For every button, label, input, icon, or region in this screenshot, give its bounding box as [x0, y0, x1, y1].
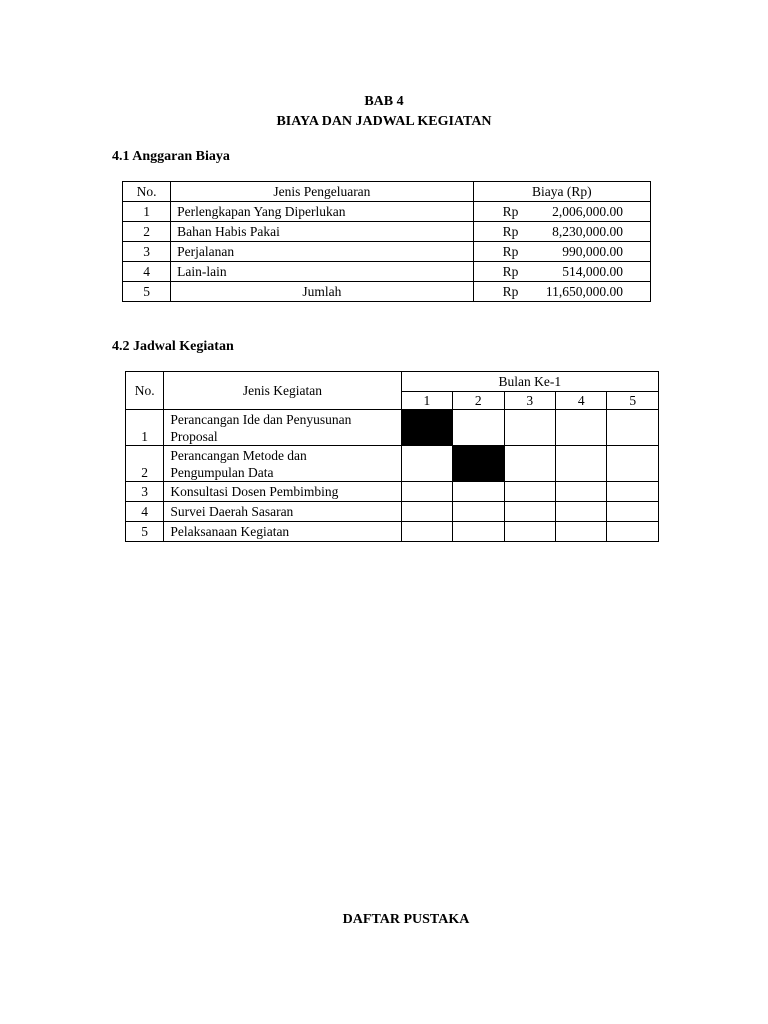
schedule-cell [453, 410, 504, 446]
budget-row-no: 1 [123, 202, 171, 222]
budget-row-item: Perlengkapan Yang Diperlukan [171, 202, 473, 222]
schedule-col-activity: Jenis Kegiatan [164, 372, 401, 410]
budget-row [123, 222, 651, 242]
schedule-cell [401, 482, 452, 502]
budget-total-cost [473, 282, 650, 302]
schedule-section-heading: 4.2 Jadwal Kegiatan [112, 339, 234, 354]
budget-total-label: Jumlah [171, 282, 473, 302]
budget-row-no: 2 [123, 222, 171, 242]
budget-row-cost [473, 262, 650, 282]
schedule-cell [401, 502, 452, 522]
chapter-number: BAB 4 [364, 94, 404, 109]
schedule-cell [504, 410, 555, 446]
budget-row-amount: 8,230,000.00 [552, 224, 623, 239]
activity-line: Proposal [170, 428, 218, 444]
activity-line: Perancangan Metode dan [170, 447, 307, 463]
schedule-row [126, 522, 659, 542]
schedule-table [125, 371, 659, 542]
schedule-month-header: 1 [401, 392, 452, 410]
budget-row-item: Bahan Habis Pakai [171, 222, 473, 242]
budget-row-no: 3 [123, 242, 171, 262]
currency-label: Rp [502, 264, 519, 279]
schedule-row-no: 2 [126, 446, 164, 482]
activity-line: Pengumpulan Data [170, 464, 274, 480]
bibliography-heading: DAFTAR PUSTAKA [342, 912, 470, 927]
budget-row-amount: 514,000.00 [562, 264, 623, 279]
schedule-row-activity [164, 410, 401, 446]
budget-col-no: No. [123, 182, 171, 202]
schedule-month-header: 3 [504, 392, 555, 410]
schedule-cell [607, 410, 659, 446]
schedule-row-no: 1 [126, 410, 164, 446]
budget-row [123, 262, 651, 282]
budget-header-row [123, 182, 651, 202]
schedule-row-no: 3 [126, 482, 164, 502]
budget-row-cost [473, 242, 650, 262]
currency-label: Rp [502, 224, 519, 239]
schedule-cell [401, 522, 452, 542]
schedule-cell [504, 502, 555, 522]
schedule-month-header: 2 [453, 392, 504, 410]
schedule-row [126, 410, 659, 446]
budget-row-amount: 2,006,000.00 [552, 204, 623, 219]
schedule-cell [607, 446, 659, 482]
budget-col-cost: Biaya (Rp) [473, 182, 650, 202]
schedule-cell [504, 522, 555, 542]
schedule-row-activity: Survei Daerah Sasaran [164, 502, 401, 522]
schedule-cell [555, 482, 606, 502]
currency-label: Rp [502, 204, 519, 219]
budget-row-no: 4 [123, 262, 171, 282]
budget-table [122, 181, 651, 302]
schedule-cell [607, 522, 659, 542]
budget-section-heading: 4.1 Anggaran Biaya [112, 149, 230, 164]
schedule-cell [555, 522, 606, 542]
schedule-row [126, 446, 659, 482]
schedule-cell [555, 446, 606, 482]
schedule-cell-filled [401, 410, 452, 446]
schedule-cell [504, 446, 555, 482]
schedule-col-no: No. [126, 372, 164, 410]
schedule-month-header: 4 [555, 392, 606, 410]
budget-row-cost [473, 222, 650, 242]
schedule-cell [555, 502, 606, 522]
currency-label: Rp [502, 284, 519, 299]
budget-row [123, 242, 651, 262]
chapter-title: BIAYA DAN JADWAL KEGIATAN [276, 114, 492, 129]
budget-row-amount: 990,000.00 [562, 244, 623, 259]
currency-label: Rp [502, 244, 519, 259]
schedule-month-header: 5 [607, 392, 659, 410]
budget-row-cost [473, 202, 650, 222]
schedule-cell [453, 502, 504, 522]
activity-line: Perancangan Ide dan Penyusunan [170, 411, 352, 427]
schedule-row-activity [164, 446, 401, 482]
schedule-row-no: 4 [126, 502, 164, 522]
budget-total-amount: 11,650,000.00 [545, 284, 623, 299]
budget-row-item: Lain-lain [171, 262, 473, 282]
schedule-col-month-group: Bulan Ke-1 [401, 372, 658, 392]
budget-row [123, 202, 651, 222]
budget-total-row [123, 282, 651, 302]
schedule-cell [607, 482, 659, 502]
schedule-cell [453, 522, 504, 542]
schedule-cell [555, 410, 606, 446]
schedule-row-no: 5 [126, 522, 164, 542]
schedule-cell [504, 482, 555, 502]
schedule-cell-filled [453, 446, 504, 482]
schedule-cell [607, 502, 659, 522]
budget-row-item: Perjalanan [171, 242, 473, 262]
schedule-row [126, 502, 659, 522]
schedule-row-activity: Pelaksanaan Kegiatan [164, 522, 401, 542]
budget-total-no: 5 [123, 282, 171, 302]
schedule-cell [453, 482, 504, 502]
schedule-row [126, 482, 659, 502]
schedule-header-row [126, 372, 659, 392]
budget-col-item: Jenis Pengeluaran [171, 182, 473, 202]
schedule-row-activity: Konsultasi Dosen Pembimbing [164, 482, 401, 502]
schedule-cell [401, 446, 452, 482]
